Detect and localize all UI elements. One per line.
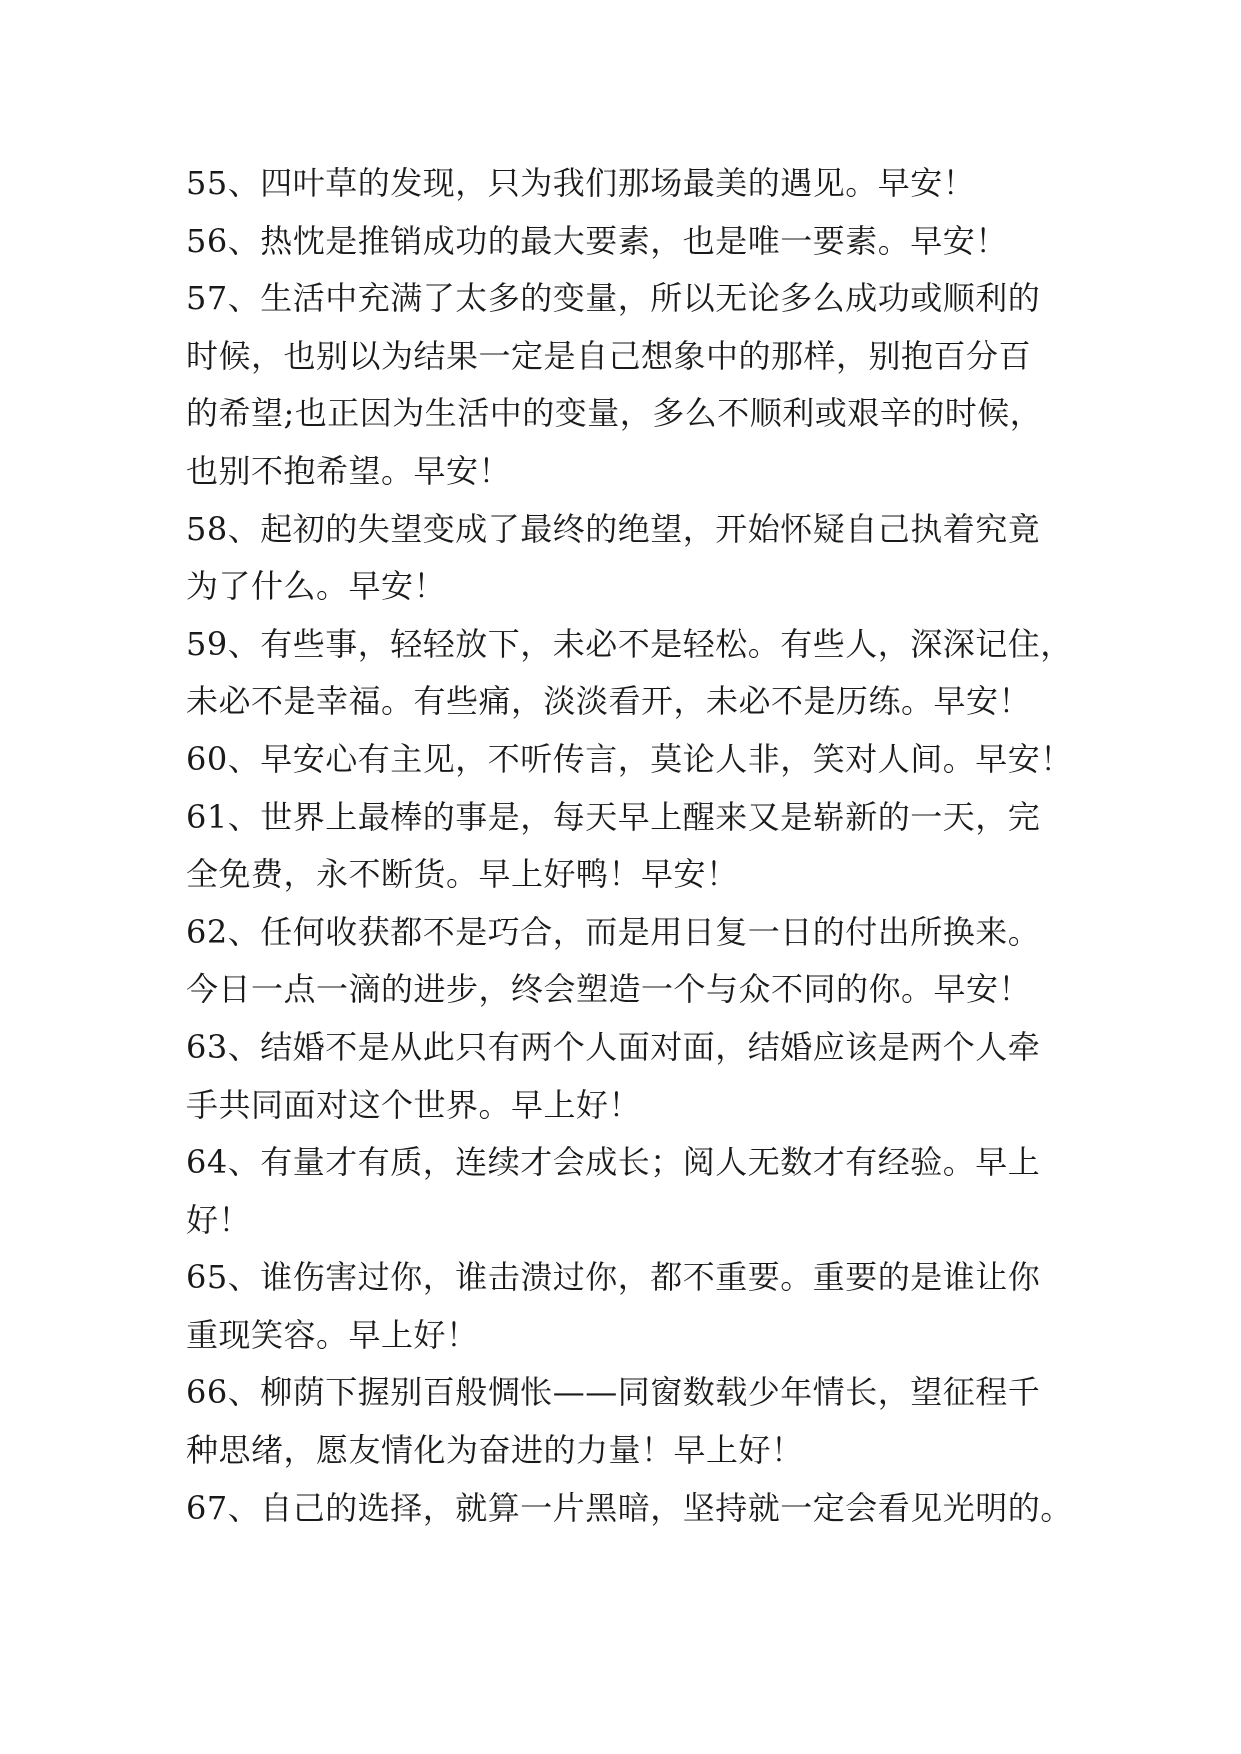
text-line: 57、生活中充满了太多的变量，所以无论多么成功或顺利的 [186, 279, 1041, 318]
text-line: 为了什么。早安！ [186, 567, 447, 606]
text-line: 手共同面对这个世界。早上好！ [186, 1085, 642, 1124]
text-line: 60、早安心有主见，不听传言，莫论人非，笑对人间。早安！ [186, 739, 1073, 778]
text-line: 67、自己的选择，就算一片黑暗，坚持就一定会看见光明的。 [186, 1488, 1073, 1527]
text-line: 也别不抱希望。早安！ [186, 451, 512, 490]
text-line: 62、任何收获都不是巧合，而是用日复一日的付出所换来。 [186, 912, 1041, 951]
text-line: 58、起初的失望变成了最终的绝望，开始怀疑自己执着究竟 [186, 509, 1041, 548]
text-line: 63、结婚不是从此只有两个人面对面，结婚应该是两个人牵 [186, 1027, 1041, 1066]
text-line: 未必不是幸福。有些痛，淡淡看开，未必不是历练。早安！ [186, 682, 1032, 721]
text-line: 55、四叶草的发现，只为我们那场最美的遇见。早安！ [186, 164, 976, 202]
text-line: 时候，也别以为结果一定是自己想象中的那样，别抱百分百 [186, 336, 1032, 375]
text-line: 种思绪，愿友情化为奋进的力量！早上好！ [186, 1431, 804, 1470]
text-line: 61、世界上最棒的事是，每天早上醒来又是崭新的一天，完 [186, 797, 1041, 836]
text-line: 66、柳荫下握别百般惆怅——同窗数载少年情长，望征程千 [186, 1373, 1041, 1412]
text-line: 重现笑容。早上好！ [186, 1315, 479, 1354]
quote-text-block [186, 155, 1073, 1537]
text-line: 65、谁伤害过你，谁击溃过你，都不重要。重要的是谁让你 [186, 1258, 1041, 1297]
text-line: 今日一点一滴的进步，终会塑造一个与众不同的你。早安！ [186, 970, 1032, 1009]
text-line: 64、有量才有质，连续才会成长；阅人无数才有经验。早上 [186, 1143, 1041, 1182]
text-line: 的希望;也正因为生活中的变量，多么不顺利或艰辛的时候， [186, 394, 1043, 433]
text-line: 全免费，永不断货。早上好鸭！早安！ [186, 855, 739, 894]
text-line: 好！ [186, 1200, 252, 1239]
text-line: 59、有些事，轻轻放下，未必不是轻松。有些人，深深记住， [186, 624, 1073, 663]
text-line: 56、热忱是推销成功的最大要素，也是唯一要素。早安！ [186, 221, 1008, 260]
